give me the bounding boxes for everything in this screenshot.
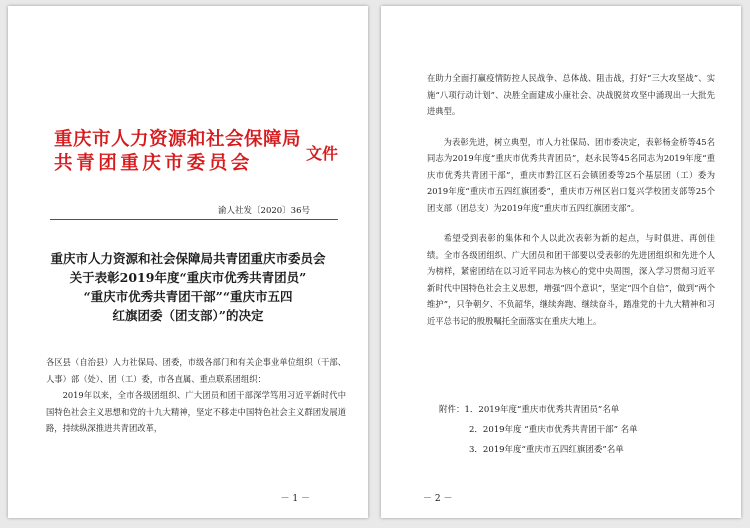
addressee-paragraph: 各区县（自治县）人力社保局、团委，市级各部门和有关企事业单位组织（干部、人事）部（处）、团（工）委，市各直属、重点联系团组织： xyxy=(46,357,346,384)
body-paragraph: 在助力全面打赢疫情防控人民战争、总体战、阻击战，打好“三大攻坚战”、实施“八项行动计划”、决胜全面建成小康社会、决战脱贫攻坚中涌现出一大批先进典型。 xyxy=(427,73,715,116)
page2-body xyxy=(427,70,715,329)
document-number: 渝人社发〔2020〕36号 xyxy=(218,206,310,216)
page1-body xyxy=(46,354,346,437)
title-line-2: 关于表彰2019年度“重庆市优秀共青团员” xyxy=(69,270,307,285)
attachments-list xyxy=(439,400,638,460)
body-paragraph: 为表彰先进，树立典型，市人力社保局、团市委决定，表彰杨金桥等45名同志为2019年度“重庆市优秀共青团员”，赵永民等45名同志为2019年度“重庆市优秀共青团干部”，重庆市黔江区石会镇团委等25个基层团（工）委为2019年度“重庆市五四红旗团委”，重庆市万州区岩口复兴学校团支部等25个团支部（团总支）为2019年度“重庆市五四红旗团支部”。 xyxy=(427,136,715,213)
issuer-header xyxy=(54,128,339,176)
page-one xyxy=(8,6,368,518)
body-paragraph: 希望受到表彰的集体和个人以此次表彰为新的起点，与时俱进、再创佳绩。全市各级团组织、广大团员和团干部要以受表彰的先进团组织和先进个人为榜样，紧密团结在以习近平同志为核心的党中央周围，深入学习贯彻习近平新时代中国特色社会主义思想，增强“四个意识”，坚定“四个自信”，做到“两个维护”，只争朝夕、不负韶华，继续奔跑、继续奋斗，踏准党的十九大精神和习近平总书记的殷殷嘱托全面落实在重庆大地上。 xyxy=(427,233,715,326)
page-two xyxy=(381,6,741,518)
attachment-item: 2．2019年度 “重庆市优秀共青团干部” 名单 xyxy=(469,425,638,435)
document-suffix: 文件 xyxy=(306,144,339,163)
issuer-line-2: 共青团重庆市委员会 xyxy=(54,153,253,174)
attachment-item xyxy=(439,400,638,420)
red-divider-line xyxy=(50,219,338,220)
attachment-text: 1．2019年度“重庆市优秀共青团员”名单 xyxy=(464,405,620,415)
page-number: － 1 － xyxy=(280,494,310,504)
page-number: － 2 － xyxy=(423,494,453,504)
attachments-label: 附件： xyxy=(439,405,465,415)
attachment-item: 3．2019年度“重庆市五四红旗团委”名单 xyxy=(469,445,624,455)
title-line-4: 红旗团委（团支部）”的决定 xyxy=(112,308,264,323)
issuer-line-1: 重庆市人力资源和社会保障局 xyxy=(54,129,302,150)
title-line-3: “重庆市优秀共青团干部”“重庆市五四 xyxy=(83,289,293,304)
document-title xyxy=(8,249,368,325)
title-line-1: 重庆市人力资源和社会保障局共青团重庆市委员会 xyxy=(50,251,326,266)
body-paragraph: 2019年以来，全市各级团组织、广大团员和团干部深学笃用习近平新时代中国特色社会主义思想和党的十九大精神，坚定不移走中国特色社会主义群团发展道路，持续纵深推进共青团改革， xyxy=(46,390,346,433)
